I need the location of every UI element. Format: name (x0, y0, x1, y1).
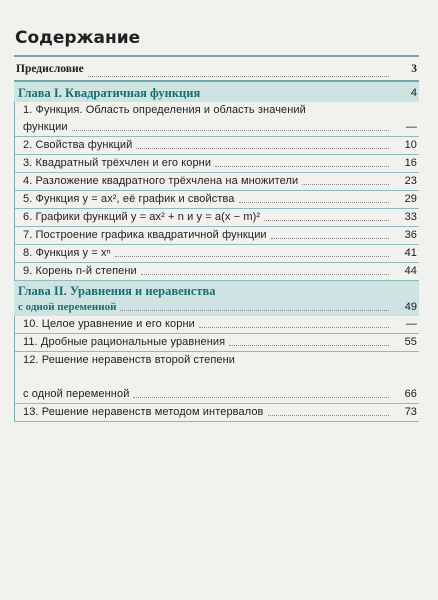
dot-leader (88, 76, 389, 77)
toc-item-label: 9. Корень n-й степени (23, 265, 137, 277)
toc-item-page: — (405, 121, 417, 133)
toc-item-page: 33 (404, 211, 417, 223)
toc-preface-page: 3 (411, 63, 417, 75)
dot-leader (229, 345, 389, 346)
toc-item-label: 5. Функция y = ax², её график и свойства (23, 193, 235, 205)
dot-leader (264, 220, 389, 221)
page-title: Содержание (15, 28, 141, 48)
toc-item-label: с одной переменной (23, 388, 130, 400)
dot-leader (268, 415, 389, 416)
toc-item-page: — (405, 318, 417, 330)
toc-item[interactable] (15, 119, 419, 137)
toc-chapter2-row[interactable] (14, 281, 419, 316)
toc-item-page: 10 (404, 139, 417, 151)
toc-item-label: 13. Решение неравенств методом интервалов (23, 406, 264, 418)
toc-item[interactable] (15, 191, 419, 209)
toc-item[interactable] (15, 245, 419, 263)
toc-item-page: 23 (404, 175, 417, 187)
toc-item-page: 55 (404, 336, 417, 348)
toc-item[interactable] (15, 316, 419, 334)
toc-item[interactable] (15, 369, 419, 404)
toc-chapter1-page: 4 (410, 86, 417, 99)
dot-leader (239, 202, 389, 203)
toc-item[interactable] (15, 334, 419, 352)
toc-item-label: 10. Целое уравнение и его корни (23, 318, 195, 330)
toc-table (14, 55, 419, 422)
toc-item[interactable] (15, 263, 419, 281)
toc-preface-label: Предисловие (16, 63, 84, 75)
dot-leader (120, 310, 389, 311)
toc-item[interactable] (15, 352, 419, 369)
toc-item[interactable] (15, 404, 419, 422)
toc-item-label: 12. Решение неравенств второй степени (23, 354, 236, 366)
toc-item-page: 73 (404, 406, 417, 418)
toc-preface-row[interactable] (14, 57, 419, 82)
toc-item-label: функции (23, 121, 68, 133)
toc-item[interactable] (15, 227, 419, 245)
dot-leader (115, 256, 389, 257)
toc-item-label: 6. Графики функций y = ax² + n и y = a(x − m)² (23, 211, 261, 223)
toc-item[interactable] (15, 102, 419, 119)
dot-leader (302, 184, 389, 185)
toc-item-page: 29 (404, 193, 417, 205)
toc-item-page: 66 (404, 388, 417, 400)
dot-leader (215, 166, 389, 167)
toc-chapter2-page: 49 (404, 301, 417, 313)
toc-item-page: 44 (404, 265, 417, 277)
dot-leader (199, 327, 389, 328)
toc-item[interactable] (15, 137, 419, 155)
toc-item[interactable] (15, 209, 419, 227)
toc-item-page: 36 (404, 229, 417, 241)
toc-item-label: 11. Дробные рациональные уравнения (23, 336, 226, 348)
dot-leader (271, 238, 389, 239)
toc-chapter2-title-line1: Глава II. Уравнения и неравенства (18, 284, 216, 298)
toc-item-label: 4. Разложение квадратного трёхчлена на множители (23, 175, 299, 187)
toc-chapter2-title-line2: с одной переменной (18, 301, 117, 313)
toc-chapter1-items (14, 102, 419, 281)
toc-item-label: 2. Свойства функций (23, 139, 133, 151)
dot-leader (136, 148, 389, 149)
toc-item[interactable] (15, 155, 419, 173)
dot-leader (72, 130, 389, 131)
toc-chapter1-title: Глава I. Квадратичная функция (18, 86, 201, 100)
toc-item[interactable] (15, 173, 419, 191)
toc-item-page: 41 (404, 247, 417, 259)
dot-leader (141, 274, 389, 275)
toc-chapter2-items (14, 316, 419, 422)
toc-item-label: 7. Построение графика квадратичной функции (23, 229, 267, 241)
toc-chapter2-line2 (18, 299, 417, 314)
toc-item-label: 8. Функция y = xⁿ (23, 247, 111, 259)
toc-chapter1-row[interactable] (14, 82, 419, 102)
toc-item-page: 16 (404, 157, 417, 169)
dot-leader (133, 397, 389, 398)
toc-item-label: 1. Функция. Область определения и область значений (23, 104, 306, 116)
toc-item-label: 3. Квадратный трёхчлен и его корни (23, 157, 212, 169)
